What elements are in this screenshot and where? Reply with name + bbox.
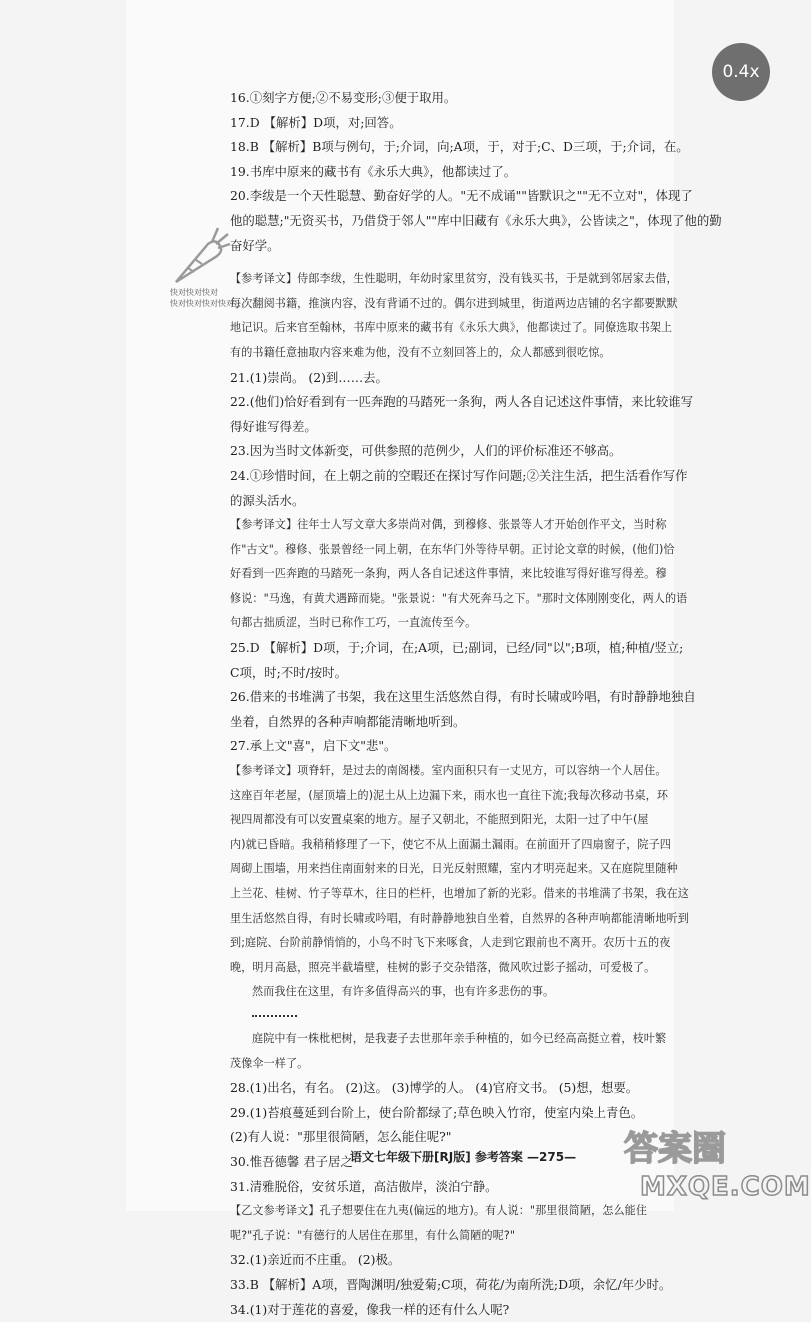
answer-text-block [230,86,675,1322]
text-line: 20.李绂是一个天性聪慧、勤奋好学的人。"无不成诵""皆默识之""无不立对"，体现了 [230,184,675,209]
text-line: 28.(1)出名，有名。 (2)这。 (3)博学的人。 (4)官府文书。 (5)想，想要。 [230,1076,675,1101]
text-line: 18.B 【解析】B项与例句，于;介词，向;A项，于，对于;C、D三项，于;介词，在。 [230,135,675,160]
text-line: C项，时;不时/按时。 [230,661,675,686]
text-line: 得好谁写得差。 [230,415,675,440]
text-line: 27.承上文"喜"，启下文"悲"。 [230,734,675,759]
text-line: 24.①珍惜时间，在上朝之前的空暇还在探讨写作问题;②关注生活，把生活看作写作 [230,464,675,489]
text-line: 34.(1)对于莲花的喜爱，像我一样的还有什么人呢? [230,1298,675,1322]
page-footer: 语文七年级下册[RJ版] 参考答案 —275— [350,1148,576,1165]
translation-line: 里生活悠然自得，有时长啸或吟唱，有时静静地独自坐着，自然界的各种声响都能清晰地听到 [230,907,675,932]
translation-line: 上兰花、桂树、竹子等草木，往日的栏杆，也增加了新的光彩。借来的书堆满了书架，我在这 [230,882,675,907]
translation-line: 有的书籍任意抽取内容来难为他，没有不立刻回答上的，众人都感到很吃惊。 [230,341,675,366]
translation-line: 地记识。后来官至翰林，书库中原来的藏书有《永乐大典》，他都读过了。同僚选取书架上 [230,316,675,341]
translation-line: 这座百年老屋，(屋顶墙上的)泥土从上边漏下来，雨水也一直往下流;我每次移动书桌，环 [230,784,675,809]
text-line: 33.B 【解析】A项，晋陶渊明/独爱菊;C项，荷花/为南所洗;D项，余忆/年少时。 [230,1273,675,1298]
text-line: 他的聪慧;"无资买书，乃借贷于邻人""库中旧藏有《永乐大典》，公皆读之"，体现了他的勤 [230,209,675,234]
text-line: 21.(1)崇尚。 (2)到……去。 [230,366,675,391]
section-divider-dots [252,1005,297,1017]
translation-line: 好看到一匹奔跑的马踏死一条狗，两人各自记述这件事情，来比较谁写得好谁写得差。穆 [230,562,675,587]
translation-line: 【乙文参考译文】孔子想要住在九夷(偏远的地方)。有人说："那里很简陋，怎么能住 [230,1199,675,1224]
carrot-watermark-caption: 快对快对快对 快对快对快对快对 [170,287,234,309]
logo-lettering: 答案圈 [624,1129,726,1169]
translation-line: 修说："马逸，有黄犬遇蹄而毙。"张景说："有犬死奔马之下。"那时文体刚刚变化，两人的语 [230,587,675,612]
translation-line: 周砌上围墙，用来挡住南面射来的日光，日光反射照耀，室内才明亮起来。又在庭院里随种 [230,857,675,882]
translation-line: 然而我住在这里，有许多值得高兴的事，也有许多悲伤的事。 [230,980,675,1005]
translation-line: 呢?"孔子说："有德行的人居住在那里，有什么简陋的呢?" [230,1224,675,1249]
text-line: 29.(1)苔痕蔓延到台阶上，使台阶都绿了;草色映入竹帘，使室内染上青色。 [230,1101,675,1126]
text-line: 的源头活水。 [230,489,675,514]
translation-line: 到;庭院、台阶前静悄悄的，小鸟不时飞下来啄食，人走到它跟前也不离开。农历十五的夜 [230,931,675,956]
text-line: 26.借来的书堆满了书架，我在这里生活悠然自得，有时长啸或吟唱，有时静静地独自 [230,685,675,710]
zoom-level-badge[interactable]: 0.4x [712,43,770,101]
translation-line: 茂像伞一样了。 [230,1052,675,1077]
text-line: 19.书库中原来的藏书有《永乐大典》，他都读过了。 [230,160,675,185]
watermark-url: MXQE.COM [640,1172,811,1202]
text-line: 16.①刻字方便;②不易变形;③便于取用。 [230,86,675,111]
text-line: 奋好学。 [230,234,675,259]
translation-line: 内)就已昏暗。我稍稍修理了一下，使它不从上面漏土漏雨。在前面开了四扇窗子，院子四 [230,833,675,858]
translation-line: 庭院中有一株枇杷树，是我妻子去世那年亲手种植的，如今已经高高挺立着，枝叶繁 [230,1027,675,1052]
translation-line: 【参考译文】侍郎李绂，生性聪明，年幼时家里贫穷，没有钱买书，于是就到邻居家去借， [230,267,675,292]
translation-line: 作"古文"。穆修、张景曾经一同上朝，在东华门外等待早朝。正讨论文章的时候，(他们)恰 [230,538,675,563]
text-line: 32.(1)亲近而不庄重。 (2)极。 [230,1248,675,1273]
translation-line: 视四周都没有可以安置桌案的地方。屋子又朝北，不能照到阳光，太阳一过了中午(屋 [230,808,675,833]
text-line: 17.D 【解析】D项，对;回答。 [230,111,675,136]
text-line: 23.因为当时文体新变，可供参照的范例少，人们的评价标准还不够高。 [230,439,675,464]
text-line: (2)有人说："那里很简陋，怎么能住呢?" [230,1125,675,1150]
translation-line: 晚，明月高悬，照亮半截墙壁，桂树的影子交杂错落，微风吹过影子摇动，可爱极了。 [230,956,675,981]
translation-line: 句都古拙质涩，当时已称作工巧，一直流传至今。 [230,611,675,636]
translation-line: 【参考译文】往年士人写文章大多崇尚对偶，到穆修、张景等人才开始创作平文，当时称 [230,513,675,538]
text-line: 31.清雅脱俗，安贫乐道，高洁傲岸，淡泊宁静。 [230,1175,675,1200]
text-line: 25.D 【解析】D项，于;介词，在;A项，已;副词，已经/同"以";B项，植;种植/竖立; [230,636,675,661]
text-line: 30.惟吾德馨 君子居之 [230,1150,675,1175]
text-line: 坐着，自然界的各种声响都能清晰地听到。 [230,710,675,735]
carrot-watermark-icon [168,222,230,290]
translation-line: 每次翻阅书籍，推演内容，没有背诵不过的。偶尔进到城里，街道两边店铺的名字都要默默 [230,292,675,317]
text-line: 22.(他们)恰好看到有一匹奔跑的马踏死一条狗，两人各自记述这件事情，来比较谁写 [230,390,675,415]
translation-line: 【参考译文】项脊轩，是过去的南阁楼。室内面积只有一丈见方，可以容纳一个人居住。 [230,759,675,784]
